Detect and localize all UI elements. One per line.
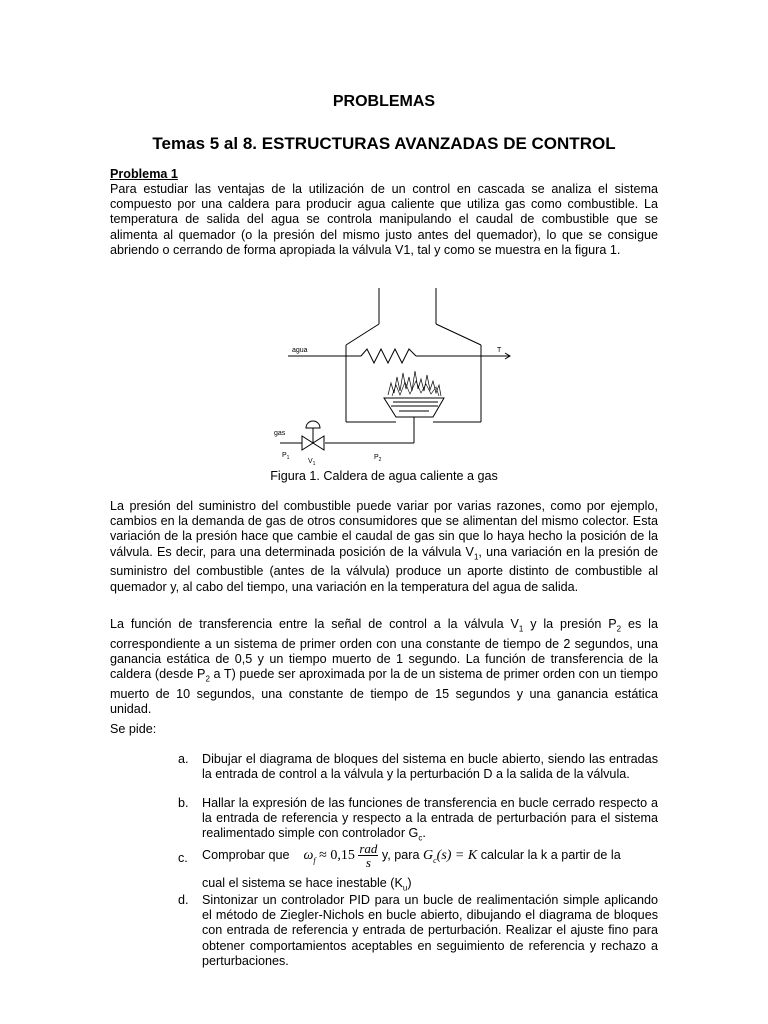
heating-coil [361, 349, 416, 363]
document-page: PROBLEMAS Temas 5 al 8. ESTRUCTURAS AVANZADAS DE CONTROL Problema 1 Para estudiar las ventajas de la utilización de un control en cascada se analiza el sistema compuesto por una caldera para producir agua caliente que utiliza gas como combustible. La temperatura de salida del agua se controla manipulando el caudal de combustible que se alimenta al quemador (o la presión del mismo justo antes del quemador), lo que se consigue abriendo o cerrando de forma apropiada la válvula V1, tal y como se muestra en la figura 1. agua T gas $P_1$ $V_1$ $P_2$ Figura 1. Caldera de agua caliente a gas La presión del suministro del combustible puede variar por varias razones, como por ejemplo, cambios en la demanda de gas de otros consumidores que se alimentan del mismo colector. Esta variación de la presión hace que cambie el caudal de gas sin que lo haya hecho la posición de la válvula. Es decir, para una determinada posición de la válvula $V_1$, una variación en la presión de suministro del combustible (antes de la válvula) produce un aporte distinto de combustible al quemador y, al cabo del tiempo, una variación en la temperatura del agua de salida. La función de transferencia entre la señal de control a la válvula $V_1$ y la presión $P_2$ es la correspondiente a un sistema de primer orden con una constante de tiempo de 2 segundos, una ganancia estática de 0,5 y un tiempo muerto de 1 segundo. La función de transferencia de la caldera (desde $P_2$ a T) puede ser aproximada por la de un sistema de primer orden con un tiempo muerto de 10 segundos, una constante de tiempo de 15 segundos y una ganancia estática unidad. Se pide: a. Dibujar el diagrama de bloques del sistema en bucle abierto, siendo las entradas la entrada de control a la válvula y la perturbación D a la salida de la válvula. b. Hallar la expresión de las funciones de transferencia en bucle cerrado respecto a la entrada de referencia y respecto a la entrada de perturbación para el sistema realimentado simple con controlador $G_c$. c. Comprobar que $\omega_f \approx 0,15$ $\frac{\text{rad}}{s}$ y, para $G_c(s) = K$ calcular la k a partir de la cual el sistema se hace inestable $(K_u)$ d. Sintonizar un controlador PID para un bucle de realimentación simple aplicando el método de Ziegler-Nichols en bucle abierto, dibujando el diagrama de bloques con entrada de referencia y entrada de perturbación. Realizar el ajuste fino para obtener comportamientos aceptables en seguimiento de referencia y rechazo a perturbaciones. [0, 0, 768, 1024]
label-T: T [497, 347, 502, 354]
label-gas: gas [274, 430, 286, 437]
label-P2: $P_2$ [374, 454, 382, 463]
paragraph-pressure: La presión del suministro del combustible puede variar por varias razones, como por ejemplo, cambios en la demanda de gas de otros consumidores que se alimentan del mismo colector. Esta variación de la presión hace que cambie el caudal de gas sin que lo haya hecho la posición de la válvula. Es decir, para una determinada posición de la válvula $V_1$, una variación en la presión de suministro del combustible (antes de la válvula) produce un aporte distinto de combustible al quemador y, al cabo del tiempo, una variación en la temperatura del agua de salida. [110, 499, 658, 594]
rad-per-s: $\frac{\text{rad}}{s}$ [359, 841, 378, 871]
page-title: PROBLEMAS [332, 93, 436, 110]
valve-actuator [306, 421, 320, 428]
paragraph-transfer: La función de transferencia entre la señal de control a la válvula $V_1$ y la presión $P_2$ es la correspondiente a un sistema de primer orden con una constante de tiempo de 2 segundos, una ganancia estática de 0,5 y un tiempo muerto de 1 segundo. La función de transferencia de la caldera (desde $P_2$ a T) puede ser aproximada por la de un sistema de primer orden con un tiempo muerto de 10 segundos, una constante de tiempo de 15 segundos y una ganancia estática unidad. [110, 617, 659, 717]
label-V1: $V_1$ [308, 458, 316, 467]
problem-heading: Problema 1 [110, 167, 178, 181]
hood-left [346, 324, 379, 345]
figure-caption: Figura 1. Caldera de agua caliente a gas [270, 469, 498, 483]
burner [384, 398, 444, 417]
hood-right [436, 324, 481, 345]
page-subtitle: Temas 5 al 8. ESTRUCTURAS AVANZADAS DE CONTROL [152, 134, 616, 153]
label-P1: $P_1$ [282, 452, 290, 461]
valve-body [302, 436, 313, 450]
label-agua: agua [292, 347, 308, 354]
se-pide: Se pide: [110, 722, 157, 736]
gc-equation: $G_c(s) = K$ [422, 848, 478, 865]
intro-paragraph: Para estudiar las ventajas de la utilización de un control en cascada se analiza el sistema compuesto por una caldera para producir agua caliente que utiliza gas como combustible. La temperatura de salida del agua se controla manipulando el caudal de combustible que se alimenta al quemador (o la presión del mismo justo antes del quemador), lo que se consigue abriendo o cerrando de forma apropiada la válvula V1, tal y como se muestra en la figura 1. [110, 182, 658, 257]
boiler-diagram [260, 285, 520, 470]
flames [388, 371, 441, 396]
omega-f: $\omega_f \approx 0,15$ [303, 848, 355, 865]
